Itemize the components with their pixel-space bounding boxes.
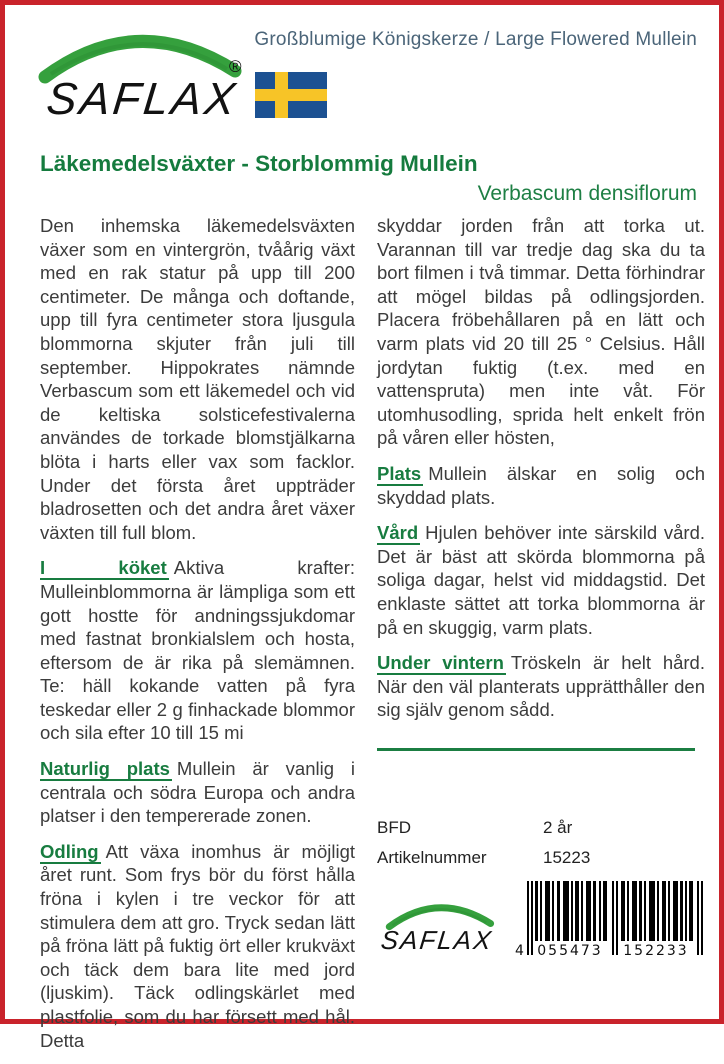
section-text-place: Mullein älskar en solig och skyddad plats. (377, 462, 705, 508)
section-natural-place (40, 757, 355, 828)
left-column (40, 214, 355, 1064)
section-text-kitchen: Aktiva krafter: Mulleinblommorna är lämpliga som ett gott hostte för andningssjukdomar med fastnat bronkialslem och hosta, eftersom de är rika på slemämnen. Te: häll kokande vatten på fyra teskedar eller 2 g finhackade blommor och sila efter 10 till 15 mi (40, 557, 356, 744)
brand-wordmark: SAFLAX (44, 73, 241, 124)
info-row-bfd (377, 813, 705, 843)
registered-mark: ® (229, 57, 242, 76)
brand-wordmark-small: SAFLAX (379, 924, 495, 955)
product-name-de-en: Großblumige Königskerze / Large Flowered Mullein (254, 29, 697, 50)
info-value-bfd: 2 år (543, 817, 573, 837)
barcode-digit-first: 4 (515, 942, 524, 959)
body-columns (5, 206, 719, 1064)
info-label-article: Artikelnummer (377, 847, 487, 867)
section-winter (377, 651, 705, 722)
flag-cross-horizontal (255, 89, 327, 101)
section-text-winter: Tröskeln är helt hård. När den väl planterats upprätthåller den sig själv genom sådd. (377, 652, 705, 721)
green-divider (377, 748, 695, 751)
section-heading-care: Vård (377, 522, 419, 544)
info-row-article (377, 843, 705, 873)
barcode-digits-right: 152233 (623, 942, 689, 959)
product-info (377, 813, 705, 873)
packet-header (5, 5, 719, 137)
section-cultivation (40, 840, 355, 1052)
page-title: Läkemedelsväxter - Storblommig Mullein (40, 151, 478, 176)
section-heading-place: Plats (377, 462, 422, 484)
barcode-digits-left: 055473 (537, 942, 603, 959)
intro-paragraph: Den inhemska läkemedelsväxten växer som en vintergrön, tvåårig växt med en rak statur på upp till 200 centimeter. De många och doftande, upp till fyra centimeter stora ljusgula blommorna skjuter från juli till september. Hippokrates nämnde Verbascum som ett läkemedel och vid de keltiska solsticefestivalerna användes de torkade blomstjälkarna blöta i harts eller vax som facklor. Under det första året uppträder bladrosetten och det andra året växer växten till full blom. (40, 215, 355, 543)
section-kitchen (40, 556, 355, 745)
section-heading-winter: Under vintern (377, 652, 504, 674)
info-label-bfd: BFD (377, 817, 411, 837)
right-column (377, 214, 705, 983)
section-care (377, 521, 705, 639)
section-text-care: Hjulen behöver inte särskild vård. Det är bäst att skörda blommorna på soliga dagar, helst vid middagstid. Det enklaste sättet att torka blommorna är på en skuggig, varm plats. (377, 522, 705, 638)
section-heading-cultivation: Odling (40, 840, 99, 862)
footer-row (377, 881, 705, 983)
info-value-article: 15223 (543, 847, 591, 867)
section-text-cultivation: Att växa inomhus är möjligt året runt. Som frys bör du först hålla fröna i kylen i tre veckor för att stimulera dem att gro. Tryck sedan lätt på fröna lätt på fuktig ört eller krukväxt och täck dem bara lite med jord (ljuskim). Täck odlingskärlet med plastfolie, som du har försett med hål. Detta (40, 840, 355, 1051)
section-place (377, 462, 705, 509)
barcode-digits (515, 943, 705, 959)
continuation-paragraph: skyddar jorden från att torka ut. Varannan till var tredje dag ska du ta bort filmen i två timmar. Detta förhindrar att mögel bildas på odlingsjorden. Placera fröbehållaren på en lätt och varm plats vid 20 till 25 ° Celsius. Håll jordytan fuktig (t.ex. med en vattenspruta) men inte våt. För utomhusodling, sprida helt enkelt frön på våren eller hösten, (377, 215, 705, 449)
latin-name: Verbascum densiflorum (477, 182, 697, 205)
saflax-logo-small (377, 895, 501, 983)
swedish-flag-icon (255, 72, 327, 118)
section-heading-natural-place: Naturlig plats (40, 758, 170, 780)
title-block (5, 137, 719, 206)
section-heading-kitchen: I köket (40, 557, 167, 579)
saflax-logo (37, 25, 262, 133)
section-text-natural-place: Mullein är vanlig i centrala och södra Europa och andra platser i den tempererade zonen. (40, 758, 355, 827)
barcode (515, 881, 705, 959)
